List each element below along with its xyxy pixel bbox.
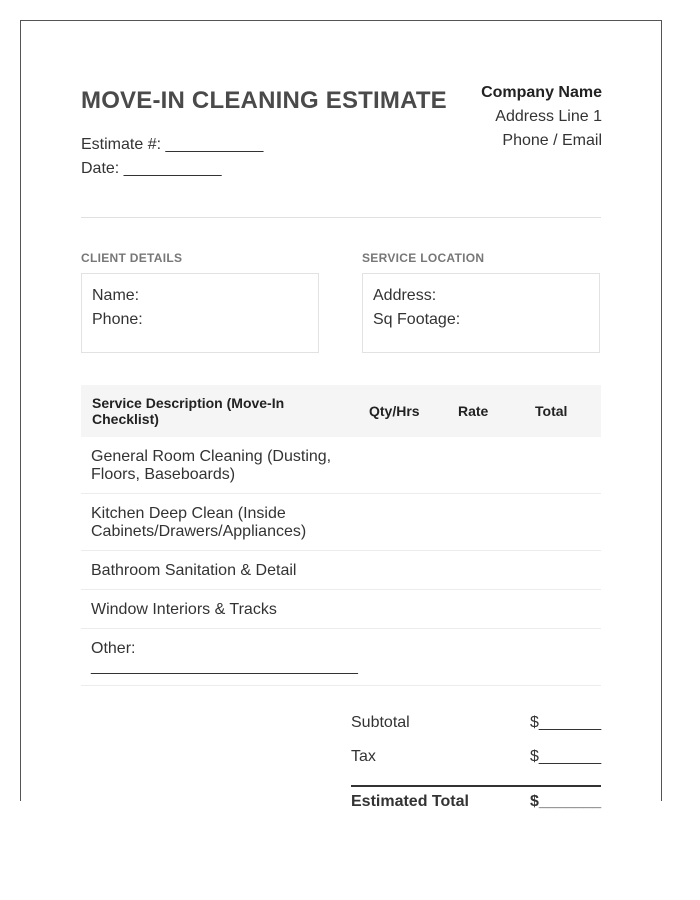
service-description: Other: ______________________________	[91, 640, 358, 675]
description-column-header: Service Description (Move-In Checklist)	[92, 395, 285, 427]
table-row	[81, 629, 601, 686]
client-name-label: Name:	[92, 287, 140, 304]
location-sqft-label: Sq Footage:	[373, 311, 461, 328]
total-column-header: Total	[535, 403, 568, 419]
company-address: Address Line 1	[495, 108, 602, 125]
services-table-header	[81, 385, 601, 437]
company-contact: Phone / Email	[502, 132, 602, 149]
qty-column-header: Qty/Hrs	[369, 403, 420, 419]
table-row	[81, 494, 601, 551]
client-phone-label: Phone:	[92, 311, 143, 328]
subtotal-label: Subtotal	[351, 714, 410, 731]
service-location-heading: SERVICE LOCATION	[362, 251, 485, 265]
estimated-total-value: $_______	[530, 793, 602, 810]
table-row	[81, 437, 601, 494]
estimated-total-label: Estimated Total	[351, 793, 469, 810]
client-details-box	[81, 273, 319, 353]
service-description: Bathroom Sanitation & Detail	[91, 562, 297, 579]
client-details-heading: CLIENT DETAILS	[81, 251, 183, 265]
table-row	[81, 590, 601, 629]
subtotal-value: $_______	[530, 714, 602, 731]
document-title: MOVE-IN CLEANING ESTIMATE	[81, 87, 447, 114]
table-row	[81, 551, 601, 590]
service-description: Window Interiors & Tracks	[91, 601, 277, 618]
company-name: Company Name	[481, 84, 602, 101]
total-divider	[351, 785, 601, 787]
service-location-box	[362, 273, 600, 353]
header-divider	[81, 217, 601, 218]
service-description: Kitchen Deep Clean (Inside Cabinets/Drawers/Appliances)	[91, 505, 307, 540]
estimate-number-field: Estimate #: ___________	[81, 136, 264, 153]
tax-value: $_______	[530, 748, 602, 765]
tax-label: Tax	[351, 748, 376, 765]
service-description: General Room Cleaning (Dusting, Floors, Baseboards)	[91, 448, 332, 483]
location-address-label: Address:	[373, 287, 437, 304]
rate-column-header: Rate	[458, 403, 489, 419]
estimate-sheet	[20, 20, 662, 810]
date-field: Date: ___________	[81, 160, 222, 177]
